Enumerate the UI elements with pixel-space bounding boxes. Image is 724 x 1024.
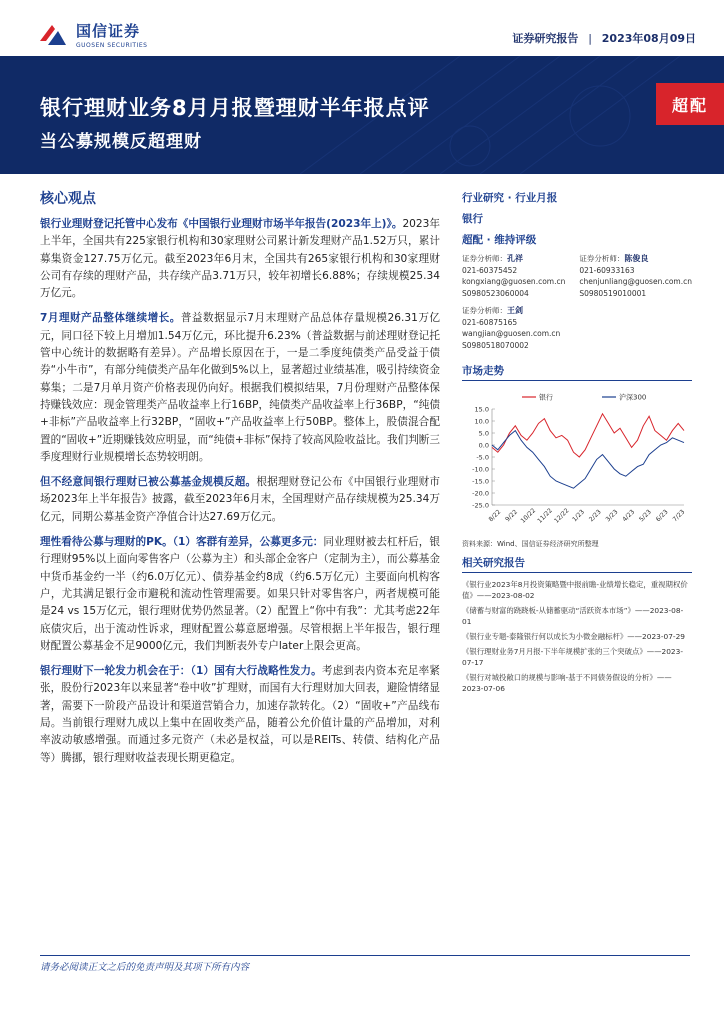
paragraph-lead: 7月理财产品整体继续增长。 <box>40 312 181 325</box>
paragraph-body: 考虑到表内资本充足率紧张，股份行2023年以来显著“卷中收”扩理财，而国有大行理财加大回表，避险情绪显著，需要下一阶段产品设计和渠道营销合力，加速存款转化。（2）“固收+”产品线布局。当前银行理财九成以上集中在固收类产品，随着公允价值计量的产品增加，对利率波动敏感增强。而通过多元资产（未必是权益，可以是REITs、转债、结构化产品等）腾挪，银行理财收益表现长期更稳定。 <box>40 665 440 764</box>
series-line <box>492 431 684 489</box>
x-tick-label: 2/23 <box>587 508 603 524</box>
x-tick-label: 10/22 <box>519 507 538 525</box>
page-header <box>0 0 724 56</box>
related-report-link[interactable]: 《银行对城投敞口的规模与影响-基于不同债务假设的分析》——2023-07-06 <box>462 673 672 693</box>
sector-label: 银行 <box>462 213 483 225</box>
company-logo <box>38 20 147 49</box>
report-subtitle: 当公募规模反超理财 <box>40 132 202 152</box>
analyst-phone: 021-60875165 <box>462 317 518 327</box>
footer-disclaimer: 请务必阅读正文之后的免责声明及其项下所有内容 <box>40 962 250 973</box>
report-date: 2023年08月09日 <box>601 32 696 45</box>
title-banner <box>0 56 724 174</box>
paragraph <box>40 663 440 767</box>
y-tick-label: 10.0 <box>474 417 489 426</box>
y-tick-label: 0.0 <box>478 441 489 450</box>
analyst-email[interactable]: wangjian@guosen.com.cn <box>462 329 561 338</box>
logo-mark-icon <box>38 23 68 47</box>
rating-badge: 超配 <box>656 83 724 125</box>
analyst-phone: 021-60933163 <box>579 265 635 275</box>
analyst-name: 王剑 <box>507 306 523 315</box>
y-tick-label: 5.0 <box>478 429 489 438</box>
report-title: 银行理财业务8月月报暨理财半年报点评 <box>40 96 430 120</box>
x-tick-label: 1/23 <box>571 508 586 524</box>
analyst-phone: 021-60375452 <box>462 265 518 275</box>
x-tick-label: 11/22 <box>536 507 554 525</box>
rating-line: 超配 · 维持评级 <box>462 234 537 246</box>
paragraph-lead: 银行业理财登记托管中心发布《中国银行业理财市场半年报告(2023年上)》。 <box>40 218 403 230</box>
analyst-cert: S0980518070002 <box>462 340 529 350</box>
paragraph-body: 根据理财登记公布《中国银行业理财市场2023年上半年报告》披露，截至2023年6月末，全国理财产品存续规模为25.34万亿元，同期公募基金资产净值合计达27.69万亿元。 <box>40 476 441 523</box>
y-tick-label: -20.0 <box>472 489 489 498</box>
analyst-card <box>462 253 573 299</box>
analyst-name: 陈俊良 <box>624 254 649 263</box>
market-chart <box>462 387 692 537</box>
x-tick-label: 5/23 <box>638 508 653 524</box>
analyst-role: 证券分析师： <box>579 254 625 263</box>
related-report-link[interactable]: 《银行业专题-泰隆银行何以成长为小微金融标杆》——2023-07-29 <box>462 632 685 641</box>
analyst-card <box>579 253 692 299</box>
related-report-link[interactable]: 《银行业2023年8月投资策略暨中报前瞻-业绩增长稳定，重视期权价值》——2023-08-02 <box>462 580 688 600</box>
y-tick-label: 15.0 <box>474 405 489 414</box>
paragraph-lead: 但不经意间银行理财已被公募基金规模反超。 <box>40 476 257 489</box>
sidebar <box>462 190 692 698</box>
paragraph-body: 普益数据显示7月末理财产品总体存量规模26.31万亿元，同口径下较上月增加1.54万亿元，环比提升6.23%（普益数据与前述理财登记托管中心统计的数据略有差异）。产品增长原因在于，一是二季度纯债类产品受益于债券“小牛市”，有部分纯债类产品年化做到5%以上，显著超过业绩基准，吸引持续资金募集；二是7月单月资产价格表现仍向好。根据我们模拟结果，7月份理财产品整体保持赚钱效应：现金管理类产品收益率上行16BP，纯债类产品收益率上行36BP，“纯债+非标”产品收益率上行32BP，“固收+”产品收益率上行50BP。整体上，股债混合配置的“固收+”近期赚钱效应明显，而“纯债+非标”保持了较高风险收益比。我们判断三季度理财行业规模增长态势较明朗。 <box>40 312 440 463</box>
paragraph-lead: 理性看待公募与理财的PK。（1）客群有差异，公募更多元： <box>40 536 324 549</box>
analyst-cert: S0980523060004 <box>462 288 529 298</box>
chart-source: 资料来源：Wind、国信证券经济研究所整理 <box>462 540 599 548</box>
paragraph-lead: 银行理财下一轮发力机会在于：（1）国有大行战略性发力。 <box>40 665 322 678</box>
analyst-name: 孔祥 <box>507 254 523 263</box>
x-tick-label: 7/23 <box>671 508 687 524</box>
analyst-email[interactable]: kongxiang@guosen.com.cn <box>462 277 566 286</box>
legend-label: 银行 <box>539 393 553 402</box>
x-tick-label: 3/23 <box>604 508 620 524</box>
paragraph <box>40 534 440 655</box>
chart-heading: 市场走势 <box>462 363 692 381</box>
logo-text-en: GUOSEN SECURITIES <box>76 42 148 49</box>
paragraph-body: 2023年上半年，全国共有225家银行机构和30家理财公司累计新发理财产品1.52万只，累计募集资金127.75万亿元。截至2023年6月末，全国共有265家银行机构和30家理财公司有存续的理财产品，共存续产品3.71万只，较年初增长6.88%；存续规模25.34万亿元。 <box>40 218 440 300</box>
y-tick-label: -15.0 <box>472 477 489 486</box>
footer-divider <box>40 955 690 956</box>
x-tick-label: 4/23 <box>621 508 637 524</box>
paragraph-body: 同业理财被去杠杆后，银行理财95%以上面向零售客户（公募为主）和头部企金客户（定制为主），而公募基金中货币基金约一半（约6.0万亿元）、债券基金约8成（约6.5万亿元）主要面向机构客户，尤其满足银行金市避税和流动性管理需要。如果只针对零售客户，两者规模可能是24 vs 15万亿元，银行理财优势仍然显著。（2）配置上“你中有我”：尤其考虑22年底债灾后，出于流动性诉求，理财配置公募意愿增强。尽管根据上半年报告，银行理财配置公募基金不足9000亿元，我们判断表外专户later上限会更高。 <box>40 536 440 652</box>
market-trend-chart <box>462 387 692 537</box>
legend-label: 沪深300 <box>619 393 647 402</box>
series-line <box>492 414 684 457</box>
paragraph <box>40 216 440 302</box>
analyst-email[interactable]: chenjunliang@guosen.com.cn <box>579 277 692 286</box>
analyst-role: 证券分析师： <box>462 306 507 315</box>
section-title: 核心观点 <box>40 191 96 207</box>
x-tick-label: 12/22 <box>553 507 571 525</box>
analyst-card <box>462 305 573 351</box>
logo-text-cn: 国信证券 <box>76 22 141 40</box>
main-content <box>40 188 440 775</box>
analyst-role: 证券分析师： <box>462 254 507 263</box>
related-heading: 相关研究报告 <box>462 555 692 573</box>
y-tick-label: -10.0 <box>472 465 489 474</box>
paragraph <box>40 310 440 466</box>
paragraph <box>40 474 440 526</box>
report-type: 证券研究报告 <box>512 32 579 45</box>
related-report-link[interactable]: 《储蓄与财富的跷跷板-从储蓄驱动“活跃资本市场”》——2023-08-01 <box>462 606 684 626</box>
report-meta <box>512 30 696 46</box>
analyst-list <box>462 253 692 357</box>
industry-line: 行业研究 · 行业月报 <box>462 192 558 204</box>
x-tick-label: 6/23 <box>654 508 670 524</box>
meta-separator: | <box>588 32 592 45</box>
y-tick-label: -5.0 <box>476 453 489 462</box>
analyst-cert: S0980519010001 <box>579 288 647 298</box>
y-tick-label: -25.0 <box>472 501 489 510</box>
related-report-link[interactable]: 《银行理财业务7月月报-下半年规模扩张的三个突破点》——2023-07-17 <box>462 647 684 667</box>
x-tick-label: 8/22 <box>487 508 503 524</box>
x-tick-label: 9/22 <box>504 508 520 524</box>
